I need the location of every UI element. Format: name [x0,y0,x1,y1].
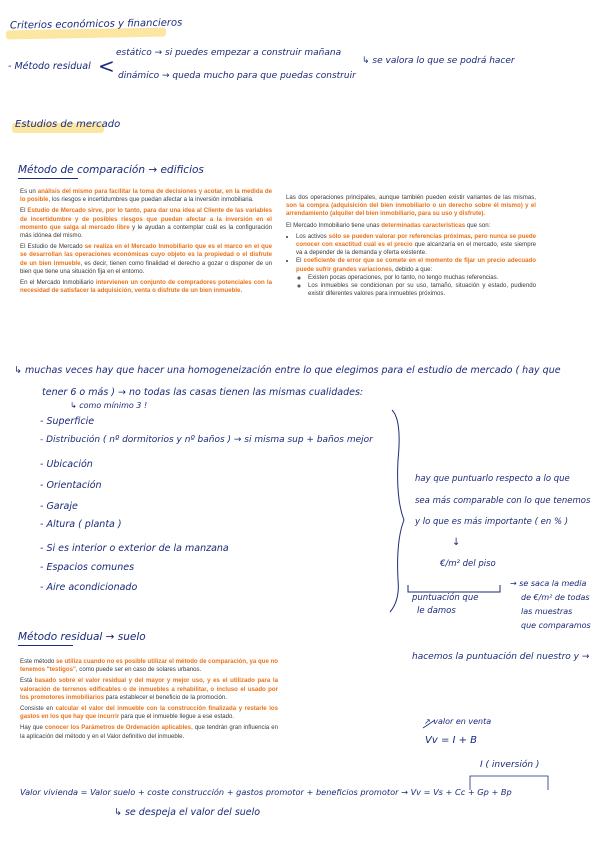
residual-estatico: estático → si puedes empezar a construir mañana [116,48,342,58]
formula-inversion: I ( inversión ) [480,760,540,770]
media-line-2: de €/m² de todas [521,593,590,602]
hacemos-line: hacemos la puntuación del nuestro y → [412,652,590,662]
sub-item: ◦ Los inmuebles se condicionan por su uso, tamaño, situación y estado, pudiendo existir diferentes valores para inmuebles próximos. [308,282,536,298]
characteristic-item: • Los activos sólo se pueden valorar por referencias próximas, pero nunca se puede conocer con exactitud cuál es el precio que alcanzaría en el mercado, este siempre va a depender de la demanda y oferta existente. [296,233,536,258]
left-para-3: El Estudio de Mercado se realiza en el Mercado Inmobiliario que es el marco en el que se desarrollan las operaciones económicas cuyo objeto es la propiedad o el disfrute de un bien inmueble, es decir, tienen como finalidad el derecho a gozar o disponer de un bien que tiene una situación fija en el entorno. [20,243,272,275]
curly-brace-right [390,410,404,612]
punt-down-arrow: ↓ [452,537,461,548]
punt-line-1: hay que puntuarlo respecto a lo que [415,474,570,484]
media-line-3: las muestras [521,607,573,616]
characteristic-item: • El coeficiente de error que se comete en el momento de fijar un precio adecuado puede sufrir grandes variaciones, debido a que: ◦ Existen pocas operaciones, por lo tanto, no tengo muchas referencias. ◦ Los inmuebles se condicionan por su uso, tamaño, situación y estado, pudiendo existir diferentes valores para inmuebles próximos. [296,257,536,298]
residual-para-2: Está basado sobre el valor residual y del mayor y mejor uso, y es el utilizado para la valoración de terrenos edificables o de inmuebles a rehabilitar, o incluso el usado por los promotores inmobiliarios para establecer el beneficio de la promoción. [20,677,278,701]
punt-pq-1: puntuación que [412,593,479,603]
homog-line-1: ↳ muchas veces hay que hacer una homogeneización entre lo que elegimos para el estudio de mercado ( hay que [14,365,561,376]
formula-venta: ↗ valor en venta [424,717,492,726]
punt-line-2: sea más comparable con lo que tenemos [415,496,591,506]
arrow-venta [423,720,435,728]
homog-item-ubicacion: - Ubicación [40,459,93,470]
sub-item: ◦ Existen pocas operaciones, por lo tanto, no tengo muchas referencias. [308,274,536,282]
heading-residual-suelo: Método residual → suelo [18,631,146,643]
bracket-inversion [470,776,548,790]
homog-item-superficie: - Superficie [40,416,95,427]
homog-item-aire: - Aire acondicionado [40,582,138,593]
heading-criterios: Criterios económicos y financieros [9,17,183,32]
left-para-4: En el Mercado Inmobiliario intervienen un conjunto de compradores potenciales con la necesidad de satisfacer la adquisición, venta o disfrute de un bien inmueble. [20,279,272,295]
homog-line-3: ↳ como mínimo 3 ! [70,401,148,410]
homog-item-altura: - Altura ( planta ) [40,519,122,530]
homog-item-espacios: - Espacios comunes [40,562,135,573]
punt-unit: €/m² del piso [440,559,496,569]
heading-comparacion: Método de comparación → edificios [18,164,204,176]
formula-despeja: ↳ se despeja el valor del suelo [114,807,261,818]
heading-estudios: Estudios de mercado [15,119,121,130]
residual-para-1: Este método se utiliza cuando no es posible utilizar el método de comparación, ya que no tenemos "testigos", como puede ser en caso de solares urbanos. [20,658,278,674]
left-para-1: Es un análisis del mismo para facilitar la toma de decisiones y acotar, en la medida de lo posible, los riesgos e incertidumbres que puedan afectar a la inversión inmobiliaria. [20,188,272,204]
residual-para-4: Hay que conocer los Parámetros de Ordenación aplicables, que tendrán gran influencia en la aplicación del método y en el Valor definitivo del inmueble. [20,724,279,740]
punt-pq-2: le damos [417,606,456,616]
bracket-puntuacion [408,585,500,592]
residual-valora: ↳ se valora lo que se podrá hacer [362,56,515,66]
residual-label: - Método residual [8,61,91,72]
media-line-1: → se saca la media [510,579,587,588]
brace-bracket: < [98,54,115,78]
homog-line-2: tener 6 o más ) → no todas las casas tienen las mismas cualidades: [42,387,364,398]
left-para-2: El Estudio de Mercado sirve, por lo tanto, para dar una idea al Cliente de las variables de incertidumbre y de posibles riesgos que puedan afectar a la inversión en el momento que salga al mercado libre y le ayudan a contemplar cuál es la configuración más idónea del mismo. [20,207,272,240]
formula-main: Valor vivienda = Valor suelo + coste construcción + gastos promotor + beneficios promotor → Vv = Vs + Cc + Gp + Bp [20,787,512,797]
homog-item-garaje: - Garaje [40,501,78,512]
punt-line-3: y lo que es más importante ( en % ) [415,517,569,527]
residual-dinamico: dinámico → queda mucho para que puedas construir [118,71,356,81]
right-para-2: El Mercado Inmobiliario tiene unas determinadas características que son: [286,221,491,229]
right-para-1: Las dos operaciones principales, aunque también pueden existir variantes de las mismas, son la compra (adquisición del bien inmobiliario o un derecho sobre él mismo) y el arrendamiento (alquiler del bien inmobiliario, para su uso y disfrute). [286,194,536,218]
homog-item-orientacion: - Orientación [40,480,102,491]
media-line-4: que comparamos [521,621,591,630]
homog-item-interior: - Si es interior o exterior de la manzana [40,543,229,554]
formula-vv: Vv = I + B [425,735,478,746]
residual-para-3: Consiste en calcular el valor del inmueble con la construcción finalizada y restarle los gastos en los que hay que incurrir para que el inmueble llegue a ese estado. [20,705,279,721]
homog-item-distribucion: - Distribución ( nº dormitorios y nº baños ) → si misma sup + baños mejor [40,435,373,445]
